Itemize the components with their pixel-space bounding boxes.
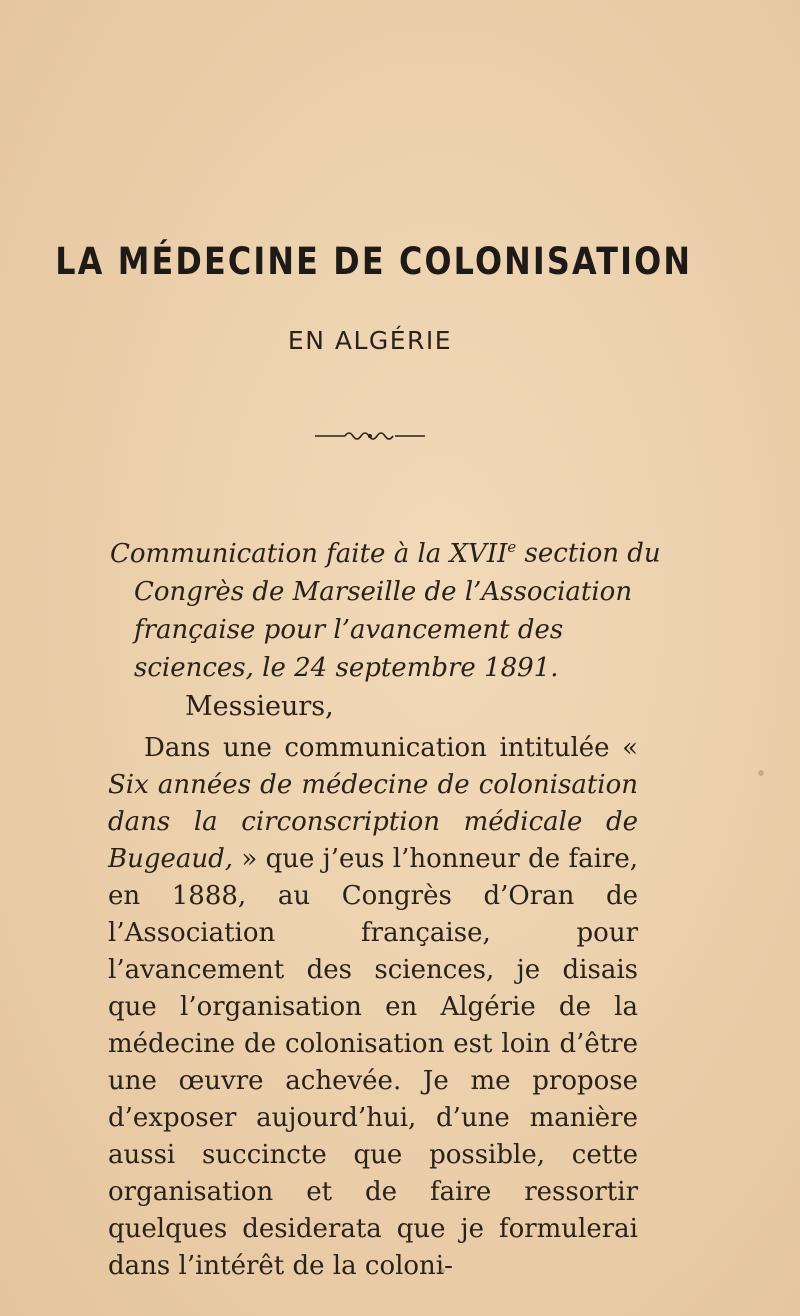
intro-line: Communication faite à la XVII: [110, 538, 508, 569]
intro-note: [110, 528, 670, 687]
body-part-1: Dans une communication intitulée «: [144, 733, 638, 763]
page-subtitle: EN ALGÉRIE: [287, 326, 453, 355]
salutation: Messieurs,: [185, 691, 334, 722]
body-part-2: » que j’eus l’honneur de faire, en 1888, au Congrès d’Oran de l’Association française, pour l’avancement des sciences, je disais que l’organisation en Algérie de la médecine de colonisation est loin d’être une œuvre achevée. Je me propose d’exposer aujourd’hui, d’une manière aussi succincte que possible, cette organisation et de faire ressortir quelques desiderata que je formulerai dans l’intérêt de la coloni-: [108, 844, 638, 1281]
intro-superscript: e: [507, 538, 517, 556]
body-paragraph: [108, 730, 638, 1285]
paper-spot: [758, 770, 764, 776]
page-title: LA MÉDECINE DE COLONISATION: [55, 240, 693, 283]
paper-spot: [440, 1268, 445, 1273]
ornament-icon: [315, 428, 425, 444]
intro-rest: section du Congrès de Marseille de l’Association française pour l’avancement des sciences, le 24 septembre 1891.: [134, 538, 661, 683]
body-italic-title: Six années de médecine de colonisation dans la circonscription médicale de Bugeaud,: [108, 770, 638, 874]
